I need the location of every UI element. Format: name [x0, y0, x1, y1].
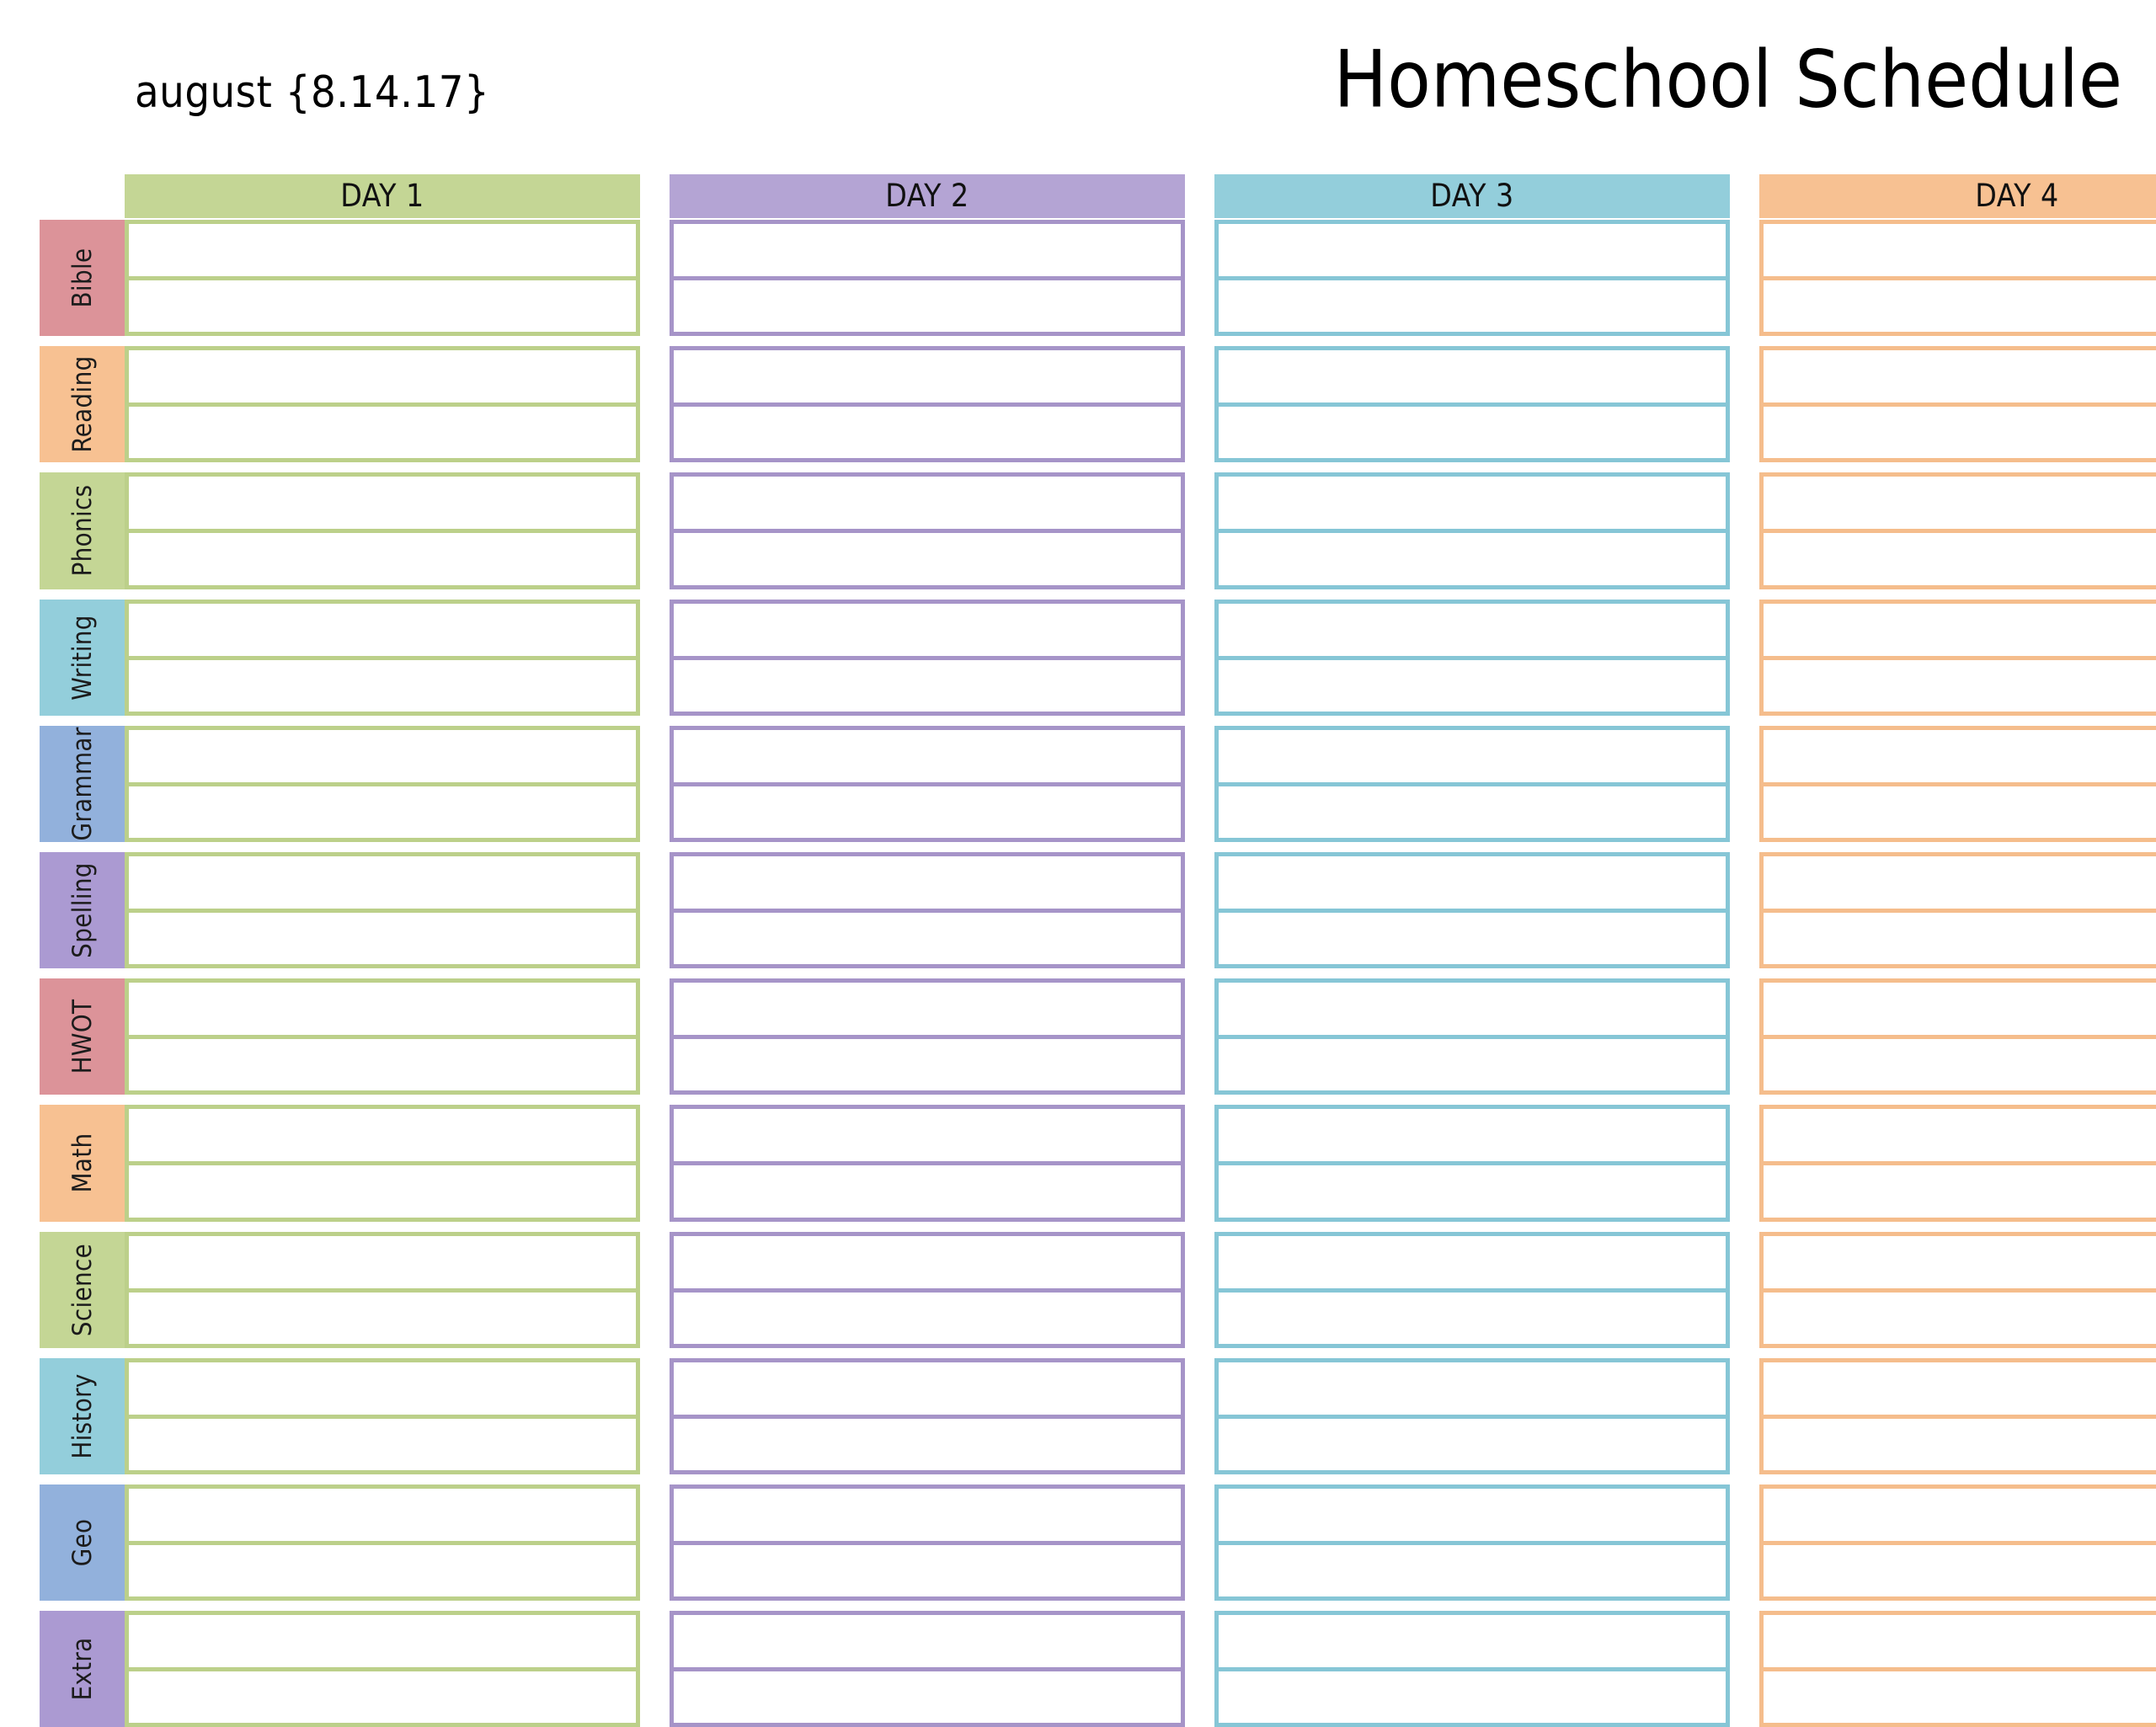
row-label-text: Grammar [67, 727, 98, 841]
row-label-text: Phonics [67, 485, 98, 577]
cell-line-1[interactable] [129, 1109, 636, 1165]
cell-geo-day4[interactable] [1759, 1484, 2156, 1601]
cell-hwot-day2[interactable] [670, 978, 1185, 1095]
subject-row [40, 472, 2120, 589]
row-label-grammar[interactable] [40, 726, 125, 842]
cell-line-1[interactable] [674, 1489, 1181, 1545]
cell-line-1[interactable] [674, 604, 1181, 660]
cell-writing-day2[interactable] [670, 600, 1185, 716]
cell-grammar-day1[interactable] [125, 726, 640, 842]
cell-hwot-day4[interactable] [1759, 978, 2156, 1095]
cell-reading-day2[interactable] [670, 346, 1185, 462]
cell-line-1[interactable] [1219, 730, 1726, 786]
cell-phonics-day1[interactable] [125, 472, 640, 589]
cell-line-2[interactable] [1764, 407, 2156, 458]
cell-line-2[interactable] [1219, 1039, 1726, 1090]
cell-science-day4[interactable] [1759, 1232, 2156, 1348]
cell-line-1[interactable] [674, 1362, 1181, 1419]
cell-line-1[interactable] [1219, 604, 1726, 660]
cell-line-2[interactable] [674, 1545, 1181, 1596]
cell-line-2[interactable] [1764, 1293, 2156, 1344]
cell-bible-day4[interactable] [1759, 220, 2156, 336]
cell-math-day2[interactable] [670, 1105, 1185, 1221]
cell-line-2[interactable] [1219, 1293, 1726, 1344]
cell-spelling-day4[interactable] [1759, 852, 2156, 968]
cell-geo-day3[interactable] [1214, 1484, 1730, 1601]
cell-line-2[interactable] [1219, 660, 1726, 712]
cell-line-2[interactable] [1764, 913, 2156, 964]
day-header-row [40, 174, 2120, 218]
cell-extra-day2[interactable] [670, 1611, 1185, 1727]
cell-science-day3[interactable] [1214, 1232, 1730, 1348]
cell-line-2[interactable] [129, 1545, 636, 1596]
row-label-bible[interactable] [40, 220, 125, 336]
day-header-1[interactable]: DAY 1 [125, 174, 640, 218]
cell-line-2[interactable] [129, 280, 636, 332]
row-label-text: Bible [67, 248, 98, 308]
cell-line-1[interactable] [1219, 224, 1726, 280]
cell-line-1[interactable] [1219, 1615, 1726, 1671]
date-label: august {8.14.17} [135, 67, 490, 118]
cell-line-1[interactable] [1219, 1362, 1726, 1419]
row-label-hwot[interactable] [40, 978, 125, 1095]
cell-line-2[interactable] [1764, 1671, 2156, 1723]
cell-line-2[interactable] [1219, 280, 1726, 332]
cell-line-1[interactable] [674, 350, 1181, 407]
cell-line-2[interactable] [129, 1039, 636, 1090]
cell-bible-day3[interactable] [1214, 220, 1730, 336]
cell-line-2[interactable] [1764, 1165, 2156, 1217]
cell-phonics-day4[interactable] [1759, 472, 2156, 589]
cell-line-2[interactable] [1764, 533, 2156, 584]
cell-line-1[interactable] [129, 1236, 636, 1293]
cell-line-2[interactable] [674, 280, 1181, 332]
cell-spelling-day2[interactable] [670, 852, 1185, 968]
cell-line-2[interactable] [674, 1165, 1181, 1217]
cell-line-2[interactable] [1764, 1419, 2156, 1470]
day-header-4[interactable]: DAY 4 [1759, 174, 2156, 218]
cell-line-1[interactable] [674, 1615, 1181, 1671]
cell-line-2[interactable] [1219, 913, 1726, 964]
cell-line-2[interactable] [129, 1293, 636, 1344]
cell-line-1[interactable] [1764, 1109, 2156, 1165]
cell-line-2[interactable] [674, 786, 1181, 838]
row-label-writing[interactable] [40, 600, 125, 716]
cell-line-2[interactable] [1764, 280, 2156, 332]
cell-writing-day3[interactable] [1214, 600, 1730, 716]
cell-geo-day2[interactable] [670, 1484, 1185, 1601]
cell-spelling-day1[interactable] [125, 852, 640, 968]
cell-line-1[interactable] [129, 1362, 636, 1419]
subject-row [40, 1232, 2120, 1348]
cell-line-1[interactable] [1764, 477, 2156, 533]
cell-line-2[interactable] [674, 1671, 1181, 1723]
cell-line-2[interactable] [674, 1419, 1181, 1470]
cell-line-1[interactable] [1764, 224, 2156, 280]
cell-line-1[interactable] [129, 1615, 636, 1671]
cell-line-1[interactable] [1219, 1489, 1726, 1545]
cell-grammar-day2[interactable] [670, 726, 1185, 842]
cell-phonics-day3[interactable] [1214, 472, 1730, 589]
cell-science-day2[interactable] [670, 1232, 1185, 1348]
cell-bible-day2[interactable] [670, 220, 1185, 336]
cell-history-day2[interactable] [670, 1358, 1185, 1474]
cell-line-2[interactable] [674, 913, 1181, 964]
cell-line-1[interactable] [129, 604, 636, 660]
cell-line-2[interactable] [1219, 407, 1726, 458]
page-title: Homeschool Schedule [1333, 34, 2122, 126]
cell-line-2[interactable] [1764, 786, 2156, 838]
subject-row [40, 1484, 2120, 1601]
cell-line-2[interactable] [674, 1293, 1181, 1344]
row-label-extra[interactable] [40, 1611, 125, 1727]
row-label-text: Geo [67, 1518, 98, 1567]
subject-row [40, 1105, 2120, 1221]
cell-math-day3[interactable] [1214, 1105, 1730, 1221]
cell-line-1[interactable] [674, 224, 1181, 280]
cell-line-2[interactable] [1219, 786, 1726, 838]
cell-line-1[interactable] [129, 477, 636, 533]
cell-reading-day1[interactable] [125, 346, 640, 462]
cell-line-1[interactable] [129, 224, 636, 280]
row-label-text: History [67, 1373, 98, 1459]
subject-rows [40, 218, 2120, 1701]
cell-line-1[interactable] [129, 350, 636, 407]
subject-row [40, 852, 2120, 968]
cell-line-1[interactable] [1764, 604, 2156, 660]
cell-line-2[interactable] [1764, 1545, 2156, 1596]
cell-line-1[interactable] [1764, 1489, 2156, 1545]
cell-line-2[interactable] [1219, 1545, 1726, 1596]
cell-line-2[interactable] [674, 407, 1181, 458]
cell-bible-day1[interactable] [125, 220, 640, 336]
cell-line-1[interactable] [674, 1236, 1181, 1293]
cell-line-1[interactable] [129, 730, 636, 786]
cell-line-2[interactable] [1219, 533, 1726, 584]
cell-line-1[interactable] [1764, 730, 2156, 786]
row-label-text: Spelling [67, 862, 98, 958]
day-header-2[interactable]: DAY 2 [670, 174, 1185, 218]
cell-line-1[interactable] [1764, 983, 2156, 1039]
schedule-grid [40, 174, 2120, 1701]
cell-line-1[interactable] [129, 856, 636, 913]
subject-row [40, 1611, 2120, 1727]
cell-line-2[interactable] [1219, 1671, 1726, 1723]
cell-extra-day4[interactable] [1759, 1611, 2156, 1727]
cell-line-1[interactable] [129, 983, 636, 1039]
cell-line-2[interactable] [129, 533, 636, 584]
row-label-phonics[interactable] [40, 472, 125, 589]
row-label-text: Math [67, 1133, 98, 1193]
row-label-text: Writing [67, 614, 98, 701]
cell-line-2[interactable] [1764, 1039, 2156, 1090]
cell-math-day4[interactable] [1759, 1105, 2156, 1221]
cell-line-1[interactable] [1219, 856, 1726, 913]
cell-line-1[interactable] [1764, 856, 2156, 913]
cell-spelling-day3[interactable] [1214, 852, 1730, 968]
cell-writing-day1[interactable] [125, 600, 640, 716]
cell-reading-day4[interactable] [1759, 346, 2156, 462]
cell-math-day1[interactable] [125, 1105, 640, 1221]
cell-line-1[interactable] [1219, 350, 1726, 407]
cell-line-1[interactable] [1764, 1236, 2156, 1293]
subject-row [40, 726, 2120, 842]
cell-grammar-day3[interactable] [1214, 726, 1730, 842]
cell-line-2[interactable] [129, 913, 636, 964]
cell-line-2[interactable] [674, 660, 1181, 712]
cell-writing-day4[interactable] [1759, 600, 2156, 716]
cell-line-1[interactable] [1764, 1362, 2156, 1419]
cell-history-day4[interactable] [1759, 1358, 2156, 1474]
cell-line-2[interactable] [129, 1671, 636, 1723]
cell-line-1[interactable] [1219, 477, 1726, 533]
subject-row [40, 346, 2120, 462]
cell-line-1[interactable] [1219, 1236, 1726, 1293]
row-label-text: Science [67, 1243, 98, 1336]
row-label-text: Extra [67, 1637, 98, 1701]
row-label-reading[interactable] [40, 346, 125, 462]
cell-geo-day1[interactable] [125, 1484, 640, 1601]
cell-history-day3[interactable] [1214, 1358, 1730, 1474]
cell-line-2[interactable] [129, 660, 636, 712]
day-header-3[interactable]: DAY 3 [1214, 174, 1730, 218]
cell-line-1[interactable] [1764, 1615, 2156, 1671]
cell-line-1[interactable] [129, 1489, 636, 1545]
cell-hwot-day3[interactable] [1214, 978, 1730, 1095]
cell-line-2[interactable] [1219, 1165, 1726, 1217]
row-label-geo[interactable] [40, 1484, 125, 1601]
row-label-text: HWOT [67, 999, 98, 1074]
cell-hwot-day1[interactable] [125, 978, 640, 1095]
cell-line-1[interactable] [674, 730, 1181, 786]
cell-line-1[interactable] [1219, 1109, 1726, 1165]
cell-line-1[interactable] [1219, 983, 1726, 1039]
cell-line-2[interactable] [1219, 1419, 1726, 1470]
cell-line-2[interactable] [674, 1039, 1181, 1090]
cell-line-2[interactable] [129, 786, 636, 838]
row-label-history[interactable] [40, 1358, 125, 1474]
row-label-math[interactable] [40, 1105, 125, 1221]
row-label-text: Reading [67, 355, 98, 453]
page-header [0, 0, 2156, 173]
cell-extra-day3[interactable] [1214, 1611, 1730, 1727]
cell-line-2[interactable] [129, 1419, 636, 1470]
cell-line-1[interactable] [674, 477, 1181, 533]
subject-row [40, 978, 2120, 1095]
cell-line-1[interactable] [1764, 350, 2156, 407]
row-label-spelling[interactable] [40, 852, 125, 968]
cell-science-day1[interactable] [125, 1232, 640, 1348]
cell-line-2[interactable] [674, 533, 1181, 584]
subject-row [40, 1358, 2120, 1474]
cell-line-1[interactable] [674, 856, 1181, 913]
cell-reading-day3[interactable] [1214, 346, 1730, 462]
cell-line-1[interactable] [674, 983, 1181, 1039]
row-label-science[interactable] [40, 1232, 125, 1348]
cell-line-2[interactable] [129, 407, 636, 458]
cell-line-2[interactable] [129, 1165, 636, 1217]
cell-line-1[interactable] [674, 1109, 1181, 1165]
cell-extra-day1[interactable] [125, 1611, 640, 1727]
cell-line-2[interactable] [1764, 660, 2156, 712]
cell-phonics-day2[interactable] [670, 472, 1185, 589]
subject-row [40, 220, 2120, 336]
cell-history-day1[interactable] [125, 1358, 640, 1474]
subject-row [40, 600, 2120, 716]
cell-grammar-day4[interactable] [1759, 726, 2156, 842]
